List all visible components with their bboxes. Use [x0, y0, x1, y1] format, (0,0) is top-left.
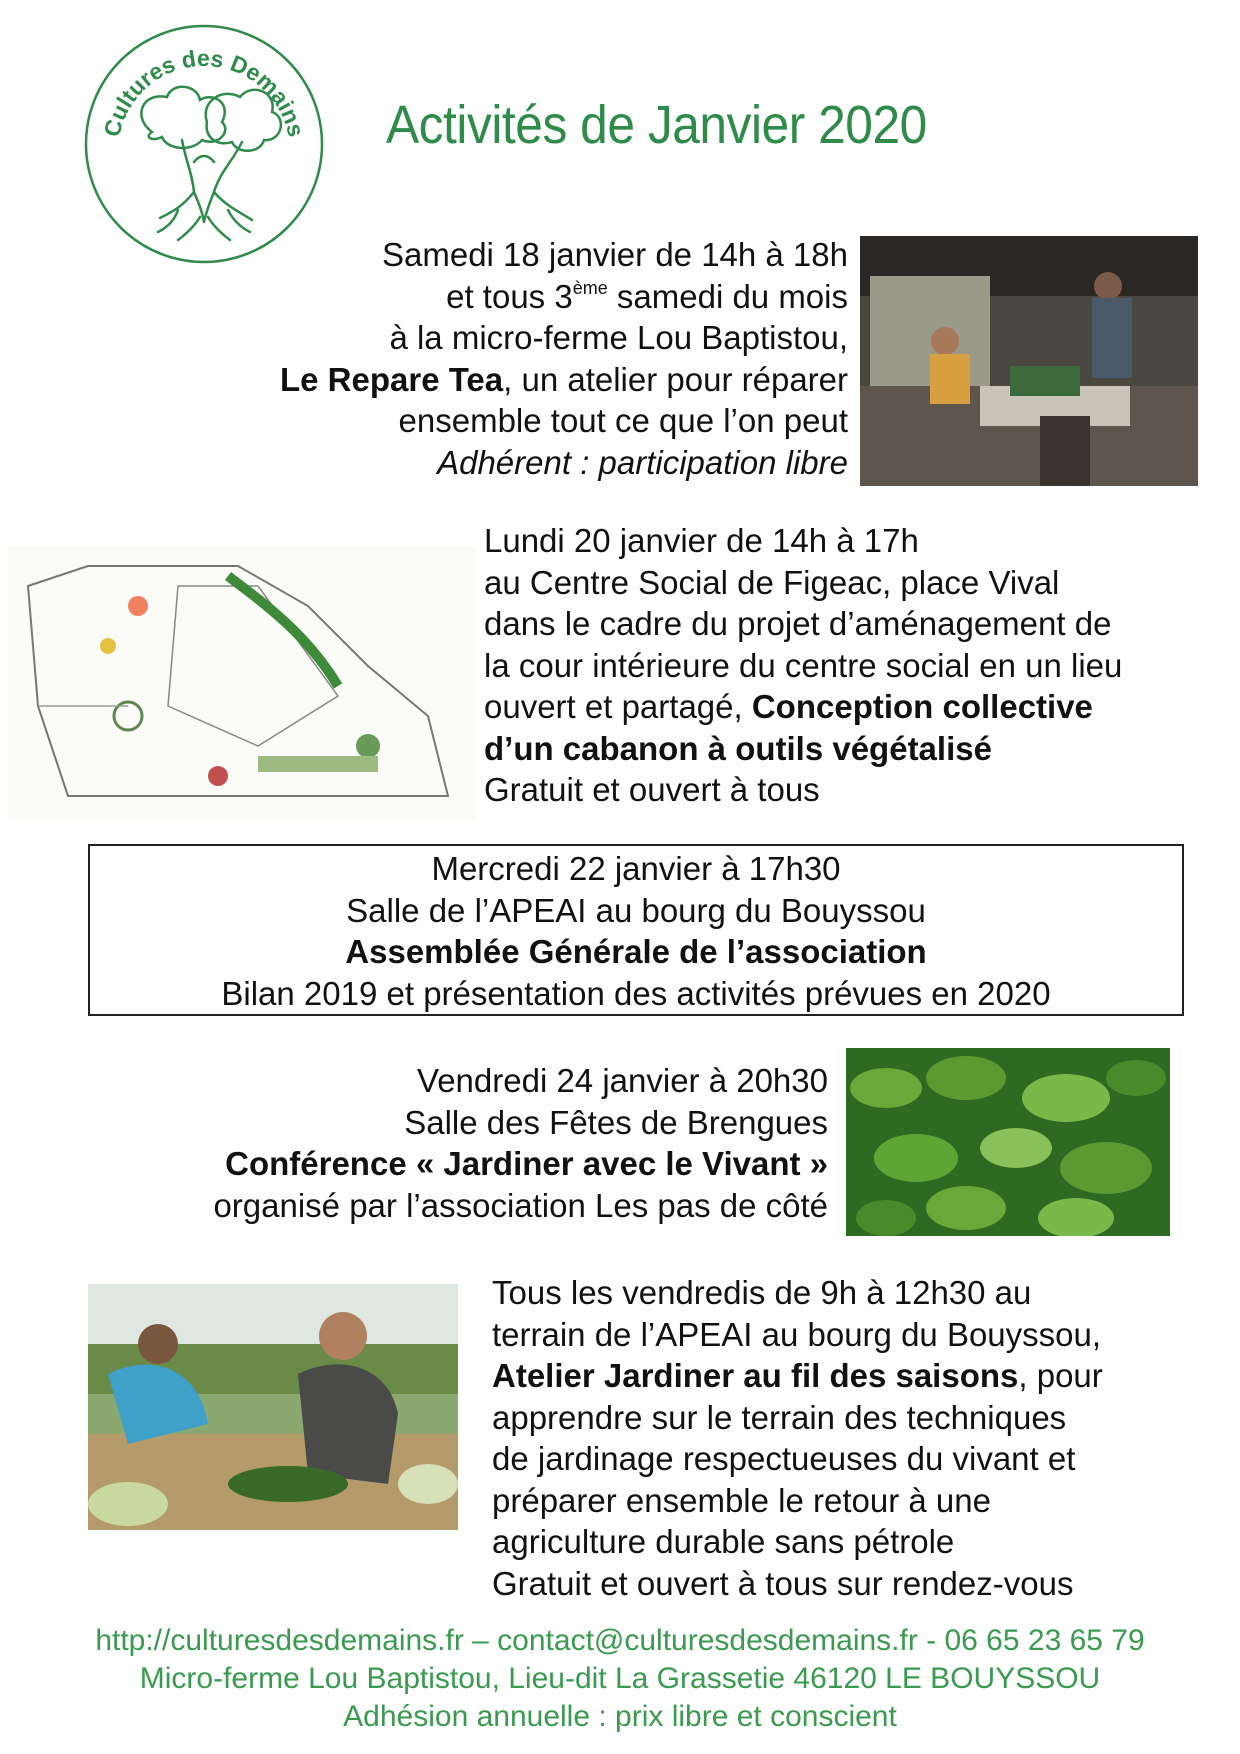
event-5-line-2: terrain de l’APEAI au bourg du Bouyssou, — [492, 1315, 1102, 1353]
event-2-line-6 — [484, 728, 1224, 770]
event-2-desc: ouvert et partagé, — [484, 688, 752, 725]
event-2-highlight-2: d’un cabanon à outils végétalisé — [484, 729, 992, 767]
event-5-line-1: Tous les vendredis de 9h à 12h30 au — [492, 1274, 1032, 1311]
event-1-line-1: Samedi 18 janvier de 14h à 18h — [382, 236, 848, 273]
event-4-text — [60, 1060, 828, 1226]
svg-text:Cultures des Demains — [98, 45, 309, 139]
event-2-line-7: Gratuit et ouvert à tous — [484, 771, 820, 808]
event-1-text — [150, 234, 848, 483]
event-3-line-3 — [88, 931, 1184, 973]
event-2-text — [484, 520, 1224, 811]
event-1-highlight: Le Repare Tea — [279, 360, 504, 398]
event-1-superscript: ème — [572, 277, 608, 298]
event-1-line-2 — [150, 276, 848, 318]
association-logo — [82, 22, 326, 266]
event-1-suffix: samedi du mois — [616, 277, 848, 315]
repair-workshop-photo — [860, 236, 1198, 486]
event-3-line-1: Mercredi 22 janvier à 17h30 — [431, 850, 841, 887]
event-1-line-4 — [150, 359, 848, 401]
footer-contact[interactable]: http://culturesdesdemains.fr – contact@culturesdesdemains.fr - 06 65 23 65 79 — [95, 1624, 1145, 1657]
event-3-line-4: Bilan 2019 et présentation des activités prévues en 2020 — [221, 974, 1051, 1012]
event-5-line-8: Gratuit et ouvert à tous sur rendez-vous — [492, 1564, 1074, 1602]
event-4-line-3 — [60, 1143, 828, 1185]
event-2-line-4: la cour intérieure du centre social en un lieu — [484, 646, 1123, 684]
event-1-prefix: et tous 3 — [446, 277, 573, 315]
event-2-line-2: au Centre Social de Figeac, place Vival — [484, 563, 1060, 601]
event-5-line-7: agriculture durable sans pétrole — [492, 1523, 955, 1560]
event-5-line-4: apprendre sur le terrain des techniques — [492, 1398, 1067, 1436]
event-3-line-2: Salle de l’APEAI au bourg du Bouyssou — [346, 891, 926, 929]
event-4-highlight: Conférence « Jardiner avec le Vivant » — [225, 1145, 828, 1182]
plants-photo — [846, 1048, 1170, 1236]
event-1-line-6 — [150, 442, 848, 484]
gardening-workshop-photo — [88, 1284, 458, 1530]
event-4-line-2: Salle des Fêtes de Brengues — [404, 1103, 828, 1141]
event-4-line-1: Vendredi 24 janvier à 20h30 — [417, 1062, 828, 1099]
event-5-suffix: , pour — [1018, 1357, 1103, 1394]
tree-logo-icon — [82, 22, 326, 266]
event-1-desc: , un atelier pour réparer — [503, 360, 848, 398]
event-5-highlight: Atelier Jardiner au fil des saisons — [492, 1357, 1019, 1394]
event-5-line-6: préparer ensemble le retour à une — [492, 1481, 991, 1519]
event-1-line-3: à la micro-ferme Lou Baptistou, — [389, 319, 848, 356]
event-5-line-3 — [492, 1355, 1232, 1397]
logo-text: Cultures des Demains — [98, 44, 310, 140]
page-title: Activités de Janvier 2020 — [386, 95, 927, 155]
footer-address: Micro-ferme Lou Baptistou, Lieu-dit La Grassetie 46120 LE BOUYSSOU — [139, 1662, 1101, 1695]
event-1-note: Adhérent : participation libre — [437, 443, 848, 481]
event-2-highlight: Conception collective — [751, 688, 1093, 725]
event-5-text — [492, 1272, 1232, 1604]
event-5-line-5: de jardinage respectueuses du vivant et — [492, 1440, 1076, 1477]
footer — [0, 1622, 1240, 1736]
event-1-line-5: ensemble tout ce que l’on peut — [398, 402, 848, 439]
event-4-line-4: organisé par l’association Les pas de côté — [213, 1186, 828, 1224]
event-2-line-1: Lundi 20 janvier de 14h à 17h — [484, 522, 919, 559]
event-3-text — [88, 848, 1184, 1014]
footer-membership: Adhésion annuelle : prix libre et conscient — [343, 1700, 897, 1733]
event-2-line-5 — [484, 686, 1224, 728]
event-3-highlight: Assemblée Générale de l’association — [345, 933, 927, 970]
event-2-line-3: dans le cadre du projet d’aménagement de — [484, 605, 1112, 642]
garden-plan-sketch — [8, 546, 476, 820]
